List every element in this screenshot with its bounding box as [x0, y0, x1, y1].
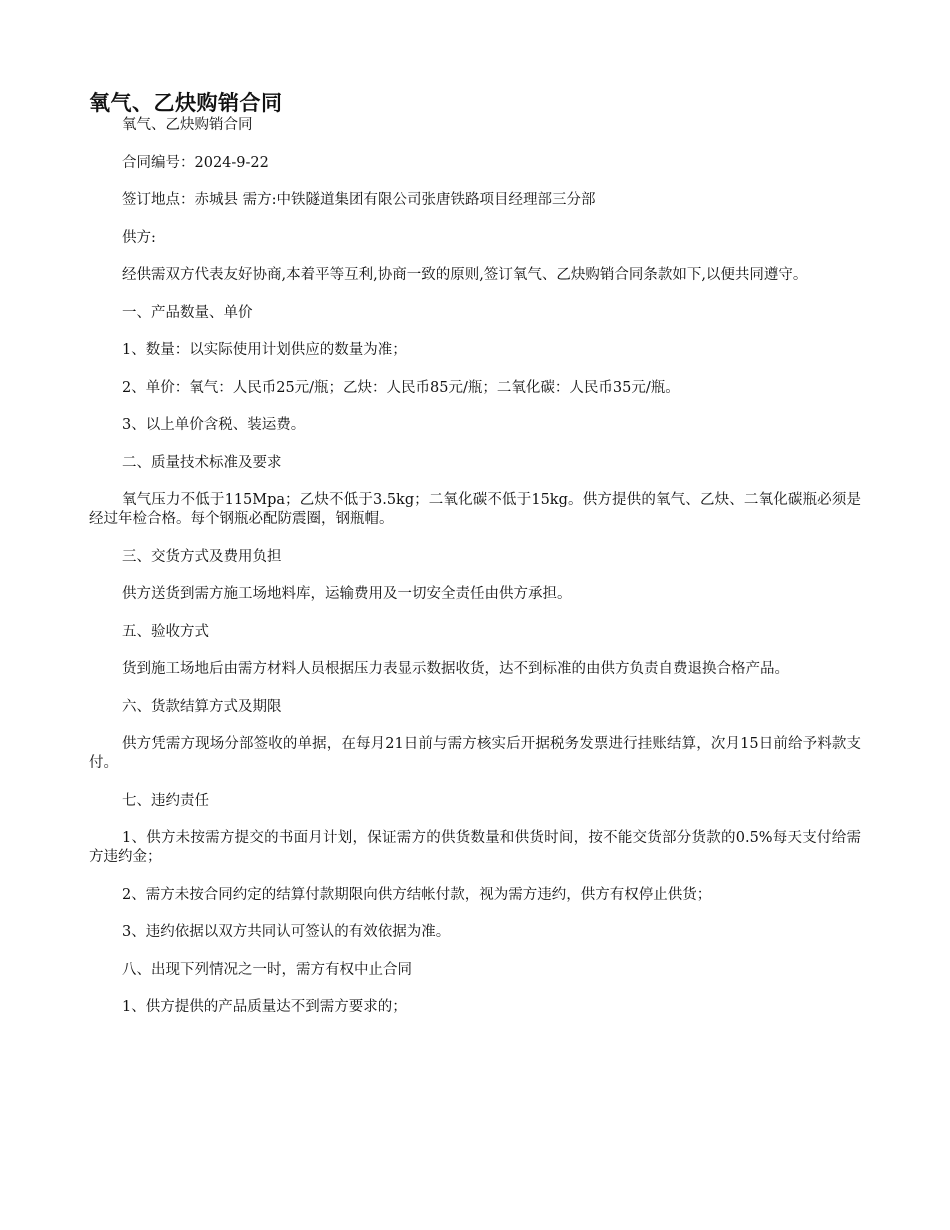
paragraph-contract-number: 合同编号：2024-9-22 — [122, 154, 269, 171]
section-heading-quality: 二、质量技术标准及要求 — [122, 454, 282, 471]
document-page — [89, 88, 861, 1036]
paragraph-supplier: 供方: — [122, 229, 156, 246]
paragraph-quality: 氧气压力不低于115Mpa；乙炔不低于3.5kg；二氧化碳不低于15kg。供方提供的氧气、乙炔、二氧化碳瓶必须是经过年检合格。每个钢瓶必配防震圈，钢瓶帽。 — [89, 492, 861, 527]
paragraph-subtitle: 氧气、乙炔购销合同 — [122, 117, 253, 133]
section-heading-termination: 八、出现下列情况之一时，需方有权中止合同 — [122, 961, 412, 978]
paragraph-quantity: 1、数量：以实际使用计划供应的数量为准； — [122, 342, 407, 358]
paragraph-preamble: 经供需双方代表友好协商,本着平等互利,协商一致的原则,签订氧气、乙炔购销合同条款如下,以便共同遵守。 — [122, 267, 808, 283]
paragraph-settlement: 供方凭需方现场分部签收的单据，在每月21日前与需方核实后开据税务发票进行挂账结算，次月15日前给予料款支付。 — [89, 736, 861, 771]
section-heading-delivery: 三、交货方式及费用负担 — [122, 548, 282, 565]
paragraph-termination-1: 1、供方提供的产品质量达不到需方要求的； — [122, 999, 407, 1015]
paragraph-liability-2: 2、需方未按合同约定的结算付款期限向供方结帐付款，视为需方违约，供方有权停止供货； — [122, 886, 712, 903]
paragraph-signing-place: 签订地点：赤城县 需方:中铁隧道集团有限公司张唐铁路项目经理部三分部 — [122, 192, 596, 208]
paragraph-liability-1: 1、供方未按需方提交的书面月计划，保证需方的供货数量和供货时间，按不能交货部分货款的0.5%每天支付给需方违约金； — [89, 830, 861, 865]
document-title: 氧气、乙炔购销合同 — [89, 91, 283, 115]
paragraph-acceptance: 货到施工场地后由需方材料人员根据压力表显示数据收货，达不到标准的由供方负责自费退换合格产品。 — [122, 661, 789, 677]
section-heading-acceptance: 五、验收方式 — [122, 623, 209, 640]
paragraph-unit-price: 2、单价：氧气：人民币25元/瓶；乙炔：人民币85元/瓶；二氧化碳：人民币35元/瓶。 — [122, 379, 680, 396]
paragraph-price-includes: 3、以上单价含税、装运费。 — [122, 417, 306, 433]
section-heading-settlement: 六、货款结算方式及期限 — [122, 698, 282, 715]
paragraph-delivery: 供方送货到需方施工场地料库，运输费用及一切安全责任由供方承担。 — [122, 586, 572, 602]
paragraph-liability-3: 3、违约依据以双方共同认可签认的有效依据为准。 — [122, 924, 451, 940]
section-heading-liability: 七、违约责任 — [122, 792, 209, 809]
section-heading-quantity-price: 一、产品数量、单价 — [122, 304, 253, 321]
